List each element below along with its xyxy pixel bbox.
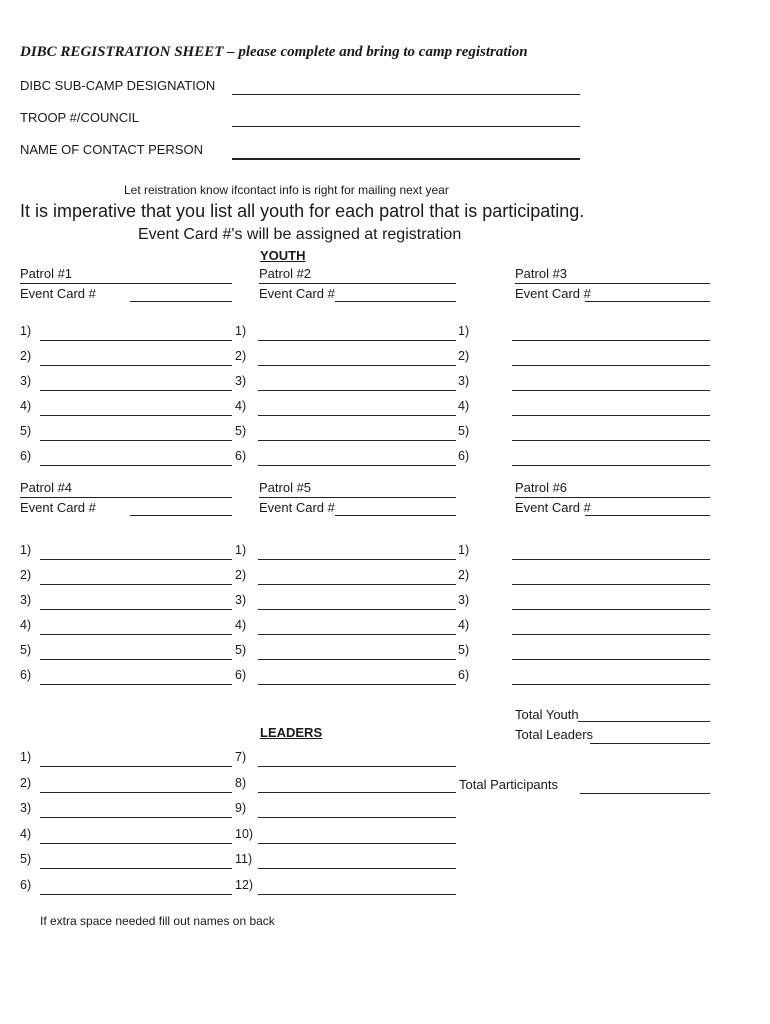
leaders-heading: LEADERS — [260, 725, 323, 740]
leader-number: 7) — [235, 750, 247, 764]
row-number: 6) — [458, 668, 470, 682]
patrol-5-event-card-field[interactable] — [335, 515, 456, 516]
patrol-6-name-field[interactable] — [515, 497, 710, 498]
row-number: 3) — [458, 374, 470, 388]
row-number: 3) — [458, 593, 470, 607]
patrol-4-event-card-field[interactable] — [130, 515, 232, 516]
leader-number: 11) — [235, 852, 253, 866]
row-number: 4) — [20, 399, 32, 413]
row-number: 1) — [458, 324, 470, 338]
imperative-note: It is imperative that you list all youth for each patrol that is participating. — [20, 201, 585, 221]
row-number: 1) — [20, 543, 32, 557]
patrol-2-youth-3-field[interactable] — [258, 390, 456, 391]
patrol-2-event-card-label: Event Card # — [259, 286, 335, 301]
row-number: 5) — [458, 424, 470, 438]
patrol-1-youth-6-field[interactable] — [40, 465, 232, 466]
patrol-5-name-field[interactable] — [259, 497, 456, 498]
row-number: 4) — [458, 618, 470, 632]
total-participants-field[interactable] — [580, 793, 710, 794]
row-number: 1) — [235, 324, 247, 338]
leader-1-field[interactable] — [40, 766, 232, 767]
leader-3-field[interactable] — [40, 817, 232, 818]
event-card-note: Event Card #'s will be assigned at registration — [138, 226, 462, 243]
patrol-3-youth-1-field[interactable] — [512, 340, 710, 341]
youth-heading: YOUTH — [260, 248, 306, 263]
patrol-4-youth-4-field[interactable] — [40, 634, 232, 635]
leader-number: 10) — [235, 826, 254, 841]
leader-number: 4) — [20, 826, 32, 841]
row-number: 2) — [235, 349, 247, 363]
patrol-6-event-card-field[interactable] — [585, 515, 710, 516]
leader-number: 5) — [20, 852, 32, 866]
patrol-3-youth-3-field[interactable] — [512, 390, 710, 391]
leader-7-field[interactable] — [258, 766, 456, 767]
row-number: 5) — [20, 424, 32, 438]
patrol-4-youth-5-field[interactable] — [40, 659, 232, 660]
leader-5-field[interactable] — [40, 868, 232, 869]
footer-note: If extra space needed fill out names on back — [40, 914, 275, 928]
leader-number: 9) — [235, 801, 247, 815]
patrol-4-name-field[interactable] — [20, 497, 232, 498]
row-number: 6) — [235, 449, 247, 463]
row-number: 2) — [20, 568, 32, 582]
leader-11-field[interactable] — [258, 868, 456, 869]
patrol-2-label: Patrol #2 — [259, 266, 312, 281]
patrol-6-youth-1-field[interactable] — [512, 559, 710, 560]
patrol-5-youth-2-field[interactable] — [258, 584, 456, 585]
leader-8-field[interactable] — [258, 792, 456, 793]
patrol-2-youth-6-field[interactable] — [258, 465, 456, 466]
patrol-4-youth-3-field[interactable] — [40, 609, 232, 610]
patrol-6-youth-2-field[interactable] — [512, 584, 710, 585]
patrol-2-event-card-field[interactable] — [335, 301, 456, 302]
mailing-note: Let reistration know ifcontact info is right for mailing next year — [124, 183, 449, 197]
patrol-6-youth-4-field[interactable] — [512, 634, 710, 635]
patrol-3-event-card-field[interactable] — [585, 301, 710, 302]
patrol-6-youth-3-field[interactable] — [512, 609, 710, 610]
leader-number: 1) — [20, 750, 32, 764]
patrol-2-youth-5-field[interactable] — [258, 440, 456, 441]
patrol-2-youth-4-field[interactable] — [258, 415, 456, 416]
patrol-2-youth-2-field[interactable] — [258, 365, 456, 366]
leader-10-field[interactable] — [258, 843, 456, 844]
patrol-4-youth-1-field[interactable] — [40, 559, 232, 560]
patrol-1-event-card-label: Event Card # — [20, 286, 96, 301]
patrol-3-youth-2-field[interactable] — [512, 365, 710, 366]
patrol-5-youth-5-field[interactable] — [258, 659, 456, 660]
troop-council-label: TROOP #/COUNCIL — [20, 110, 139, 125]
subcamp-field[interactable] — [232, 94, 580, 95]
leader-number: 6) — [20, 877, 32, 892]
total-participants-label: Total Participants — [459, 777, 558, 792]
row-number: 4) — [235, 618, 247, 632]
patrol-2-name-field[interactable] — [259, 283, 456, 284]
patrol-4-event-card-label: Event Card # — [20, 500, 96, 515]
patrol-1-name-field[interactable] — [20, 283, 232, 284]
row-number: 5) — [235, 643, 247, 657]
leader-6-field[interactable] — [40, 894, 232, 895]
row-number: 4) — [20, 618, 32, 632]
patrol-5-label: Patrol #5 — [259, 480, 312, 495]
row-number: 3) — [20, 593, 32, 607]
patrol-1-youth-3-field[interactable] — [40, 390, 232, 391]
patrol-4-youth-6-field[interactable] — [40, 684, 232, 685]
total-youth-field[interactable] — [578, 721, 710, 722]
patrol-1-youth-4-field[interactable] — [40, 415, 232, 416]
patrol-4-label: Patrol #4 — [20, 480, 73, 495]
leader-number: 2) — [20, 775, 32, 790]
leader-number: 3) — [20, 801, 32, 815]
row-number: 6) — [458, 449, 470, 463]
patrol-1-youth-1-field[interactable] — [40, 340, 232, 341]
patrol-5-youth-6-field[interactable] — [258, 684, 456, 685]
leader-number: 8) — [235, 775, 247, 790]
total-youth-label: Total Youth — [515, 707, 579, 722]
row-number: 1) — [20, 324, 32, 338]
leader-2-field[interactable] — [40, 792, 232, 793]
page-title: DIBC REGISTRATION SHEET – please complete and bring to camp registration — [20, 44, 528, 60]
leader-4-field[interactable] — [40, 843, 232, 844]
patrol-3-label: Patrol #3 — [515, 266, 568, 281]
patrol-5-youth-4-field[interactable] — [258, 634, 456, 635]
contact-person-label: NAME OF CONTACT PERSON — [20, 142, 203, 157]
patrol-3-youth-4-field[interactable] — [512, 415, 710, 416]
row-number: 5) — [458, 643, 470, 657]
patrol-4-youth-2-field[interactable] — [40, 584, 232, 585]
row-number: 2) — [20, 349, 32, 363]
row-number: 3) — [235, 593, 247, 607]
row-number: 4) — [458, 399, 470, 413]
patrol-1-label: Patrol #1 — [20, 266, 73, 281]
total-leaders-field[interactable] — [590, 743, 710, 744]
total-leaders-label: Total Leaders — [515, 727, 594, 742]
subcamp-label: DIBC SUB-CAMP DESIGNATION — [20, 78, 216, 93]
patrol-1-youth-5-field[interactable] — [40, 440, 232, 441]
row-number: 6) — [20, 668, 32, 682]
row-number: 2) — [458, 568, 470, 582]
patrol-5-youth-3-field[interactable] — [258, 609, 456, 610]
row-number: 2) — [235, 568, 247, 582]
patrol-5-event-card-label: Event Card # — [259, 500, 335, 515]
row-number: 3) — [235, 374, 247, 388]
troop-council-field[interactable] — [232, 126, 580, 127]
row-number: 2) — [458, 349, 470, 363]
patrol-6-label: Patrol #6 — [515, 480, 568, 495]
patrol-1-youth-2-field[interactable] — [40, 365, 232, 366]
patrol-3-youth-5-field[interactable] — [512, 440, 710, 441]
patrol-5-youth-1-field[interactable] — [258, 559, 456, 560]
patrol-1-event-card-field[interactable] — [130, 301, 232, 302]
row-number: 6) — [20, 449, 32, 463]
patrol-6-youth-5-field[interactable] — [512, 659, 710, 660]
row-number: 4) — [235, 399, 247, 413]
patrol-2-youth-1-field[interactable] — [258, 340, 456, 341]
row-number: 1) — [458, 543, 470, 557]
patrol-6-youth-6-field[interactable] — [512, 684, 710, 685]
leader-9-field[interactable] — [258, 817, 456, 818]
leader-number: 12) — [235, 877, 254, 892]
patrol-3-youth-6-field[interactable] — [512, 465, 710, 466]
row-number: 5) — [20, 643, 32, 657]
patrol-6-event-card-label: Event Card # — [515, 500, 591, 515]
row-number: 5) — [235, 424, 247, 438]
row-number: 3) — [20, 374, 32, 388]
contact-person-field[interactable] — [232, 158, 580, 160]
row-number: 1) — [235, 543, 247, 557]
patrol-3-event-card-label: Event Card # — [515, 286, 591, 301]
row-number: 6) — [235, 668, 247, 682]
patrol-3-name-field[interactable] — [515, 283, 710, 284]
leader-12-field[interactable] — [258, 894, 456, 895]
